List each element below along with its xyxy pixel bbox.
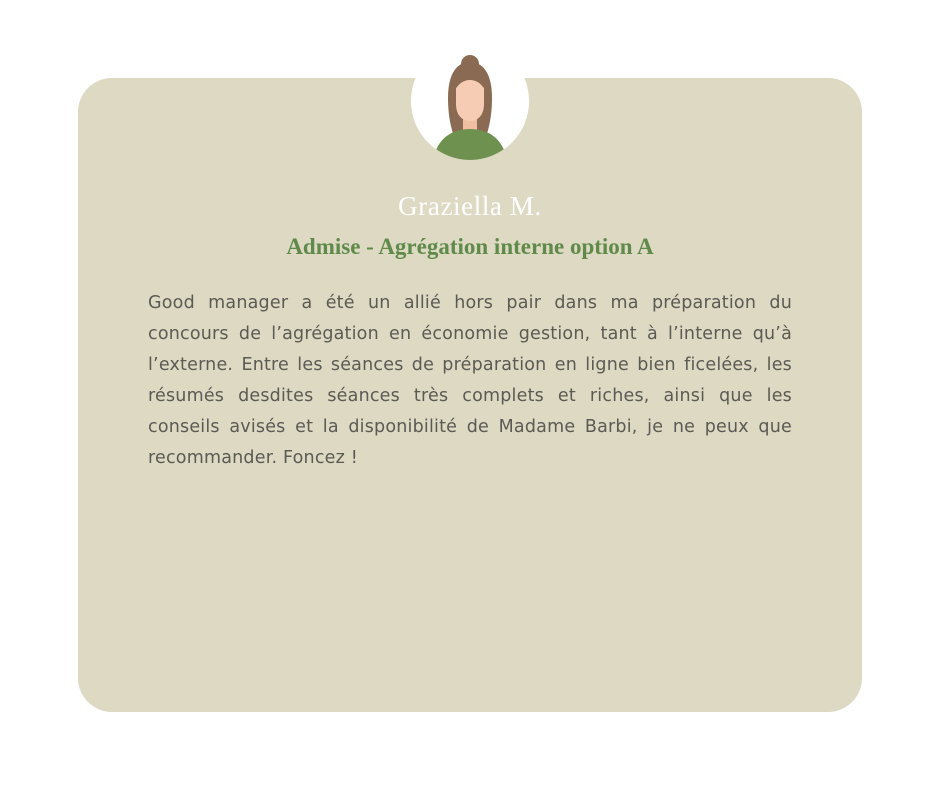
person-avatar-icon <box>411 42 529 160</box>
status-badge: Admise - Agrégation interne option A <box>286 233 654 259</box>
testimonial-quote: Good manager a été un allié hors pair dans ma préparation du concours de l’agrégation en économie gestion, tant à l’interne qu’à l’externe. Entre les séances de préparation en ligne bien ficelées, les résumés desdites séances très complets et riches, ainsi que les conseils avisés et la disponibilité de Madame Barbi, je ne peux que recommander. Foncez ! <box>148 292 792 468</box>
avatar <box>411 42 529 160</box>
page-title: Graziella M. <box>398 191 542 221</box>
testimonial-card <box>78 78 862 712</box>
